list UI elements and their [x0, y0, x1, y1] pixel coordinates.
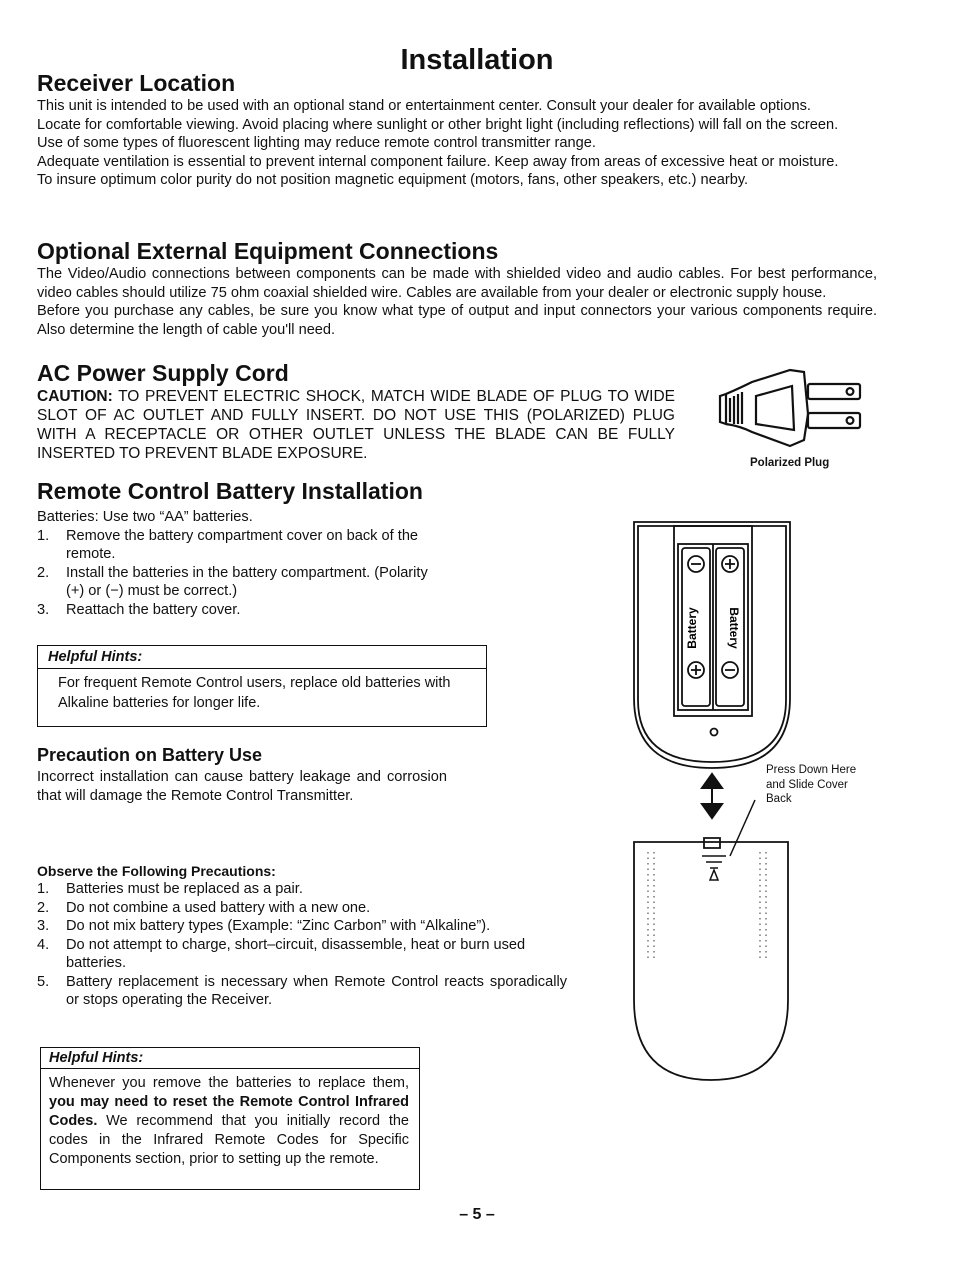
ac-section	[37, 360, 675, 463]
caution-text: TO PREVENT ELECTRIC SHOCK, MATCH WIDE BLADE OF PLUG TO WIDE SLOT OF AC OUTLET AND FULLY INSERT. DO NOT USE THIS (POLARIZED) PLUG WITH A RECEPTACLE OR OTHER OUTLET UNLESS THE BLADE CAN BE FULLY INSERTED TO PREVENT BLADE EXPOSURE.	[37, 388, 675, 462]
list-item: 3. Reattach the battery cover.	[37, 601, 241, 618]
page-title: Installation	[400, 44, 554, 76]
hint-title: Helpful Hints:	[41, 1048, 419, 1069]
remote-intro: Batteries: Use two “AA” batteries.	[37, 509, 253, 525]
precaution-section	[37, 745, 447, 805]
observe-heading: Observe the Following Precautions:	[37, 863, 276, 879]
receiver-body	[37, 97, 882, 190]
plug-caption: Polarized Plug	[750, 457, 830, 469]
hint-text: Whenever you remove the batteries to replace them, you may need to reset the Remote Control Infrared Codes. We recommend that you initially record the codes in the Infrared Remote Codes for Specific Components section, prior to setting up the remote.	[49, 1075, 409, 1167]
list-item: 1. Remove the battery compartment cover on back of the remote.	[37, 527, 419, 562]
optional-body	[37, 265, 877, 339]
receiver-heading: Receiver Location	[37, 70, 236, 96]
hint-text: For frequent Remote Control users, replace old batteries with Alkaline batteries for longer life.	[58, 675, 451, 711]
optional-para: The Video/Audio connections between components can be made with shielded video and audio cables. For best performance, video cables should utilize 75 ohm coaxial shielded wire. Cables are available from your dealer or electronic supply house.	[37, 266, 877, 301]
ac-caution	[37, 387, 675, 463]
plug-icon	[720, 370, 860, 446]
optional-heading: Optional External Equipment Connections	[37, 238, 499, 264]
remote-heading: Remote Control Battery Installation	[37, 478, 423, 504]
list-item: 2. Install the batteries in the battery compartment. (Polarity (+) or (−) must be correct.)	[37, 564, 428, 599]
receiver-para: Adequate ventilation is essential to prevent internal component failure. Keep away from areas of excessive heat or moisture.	[37, 153, 839, 170]
remote-section	[37, 478, 437, 619]
remote-body	[37, 508, 437, 619]
battery-label: Battery	[727, 607, 741, 649]
list-item: 4. Do not attempt to charge, short–circuit, disassemble, heat or burn used batteries.	[37, 936, 526, 971]
precaution-list	[37, 880, 567, 1010]
ac-heading: AC Power Supply Cord	[37, 360, 289, 386]
precaution-text: Incorrect installation can cause battery leakage and corrosion that will damage the Remote Control Transmitter.	[37, 769, 447, 804]
helpful-hints-box-2	[40, 1047, 420, 1190]
optional-section	[37, 238, 877, 339]
list-item: 3. Do not mix battery types (Example: “Zinc Carbon” with “Alkaline”).	[37, 918, 491, 934]
optional-para: Before you purchase any cables, be sure you know what type of output and input connectors your various components require. Also determine the length of cable you'll need.	[37, 303, 877, 338]
precaution-heading: Precaution on Battery Use	[37, 745, 263, 765]
receiver-para: This unit is intended to be used with an optional stand or entertainment center. Consult your dealer for available options.	[37, 98, 811, 114]
receiver-para: Use of some types of fluorescent lighting may reduce remote control transmitter range.	[37, 135, 596, 151]
observe-section	[37, 862, 567, 1010]
caution-label: CAUTION:	[37, 388, 113, 405]
slide-cover-label: Press Down Here and Slide Cover Back	[766, 764, 857, 805]
helpful-hints-box	[37, 645, 487, 727]
battery-label: Battery	[685, 607, 699, 649]
hint-title: Helpful Hints:	[38, 646, 486, 669]
remote-steps	[37, 527, 437, 620]
list-item: 2. Do not combine a used battery with a new one.	[37, 899, 371, 916]
list-item: 5. Battery replacement is necessary when Remote Control reacts sporadically or stops operating the Receiver.	[37, 973, 567, 1008]
page-number: – 5 –	[459, 1206, 495, 1223]
list-item: 1. Batteries must be replaced as a pair.	[37, 881, 303, 897]
receiver-para: To insure optimum color purity do not position magnetic equipment (motors, fans, other speakers, etc.) nearby.	[37, 172, 749, 188]
receiver-para: Locate for comfortable viewing. Avoid placing where sunlight or other bright light (including reflections) will fall on the screen.	[37, 116, 839, 133]
receiver-section	[37, 70, 882, 190]
polarized-plug-illustration	[712, 366, 867, 458]
